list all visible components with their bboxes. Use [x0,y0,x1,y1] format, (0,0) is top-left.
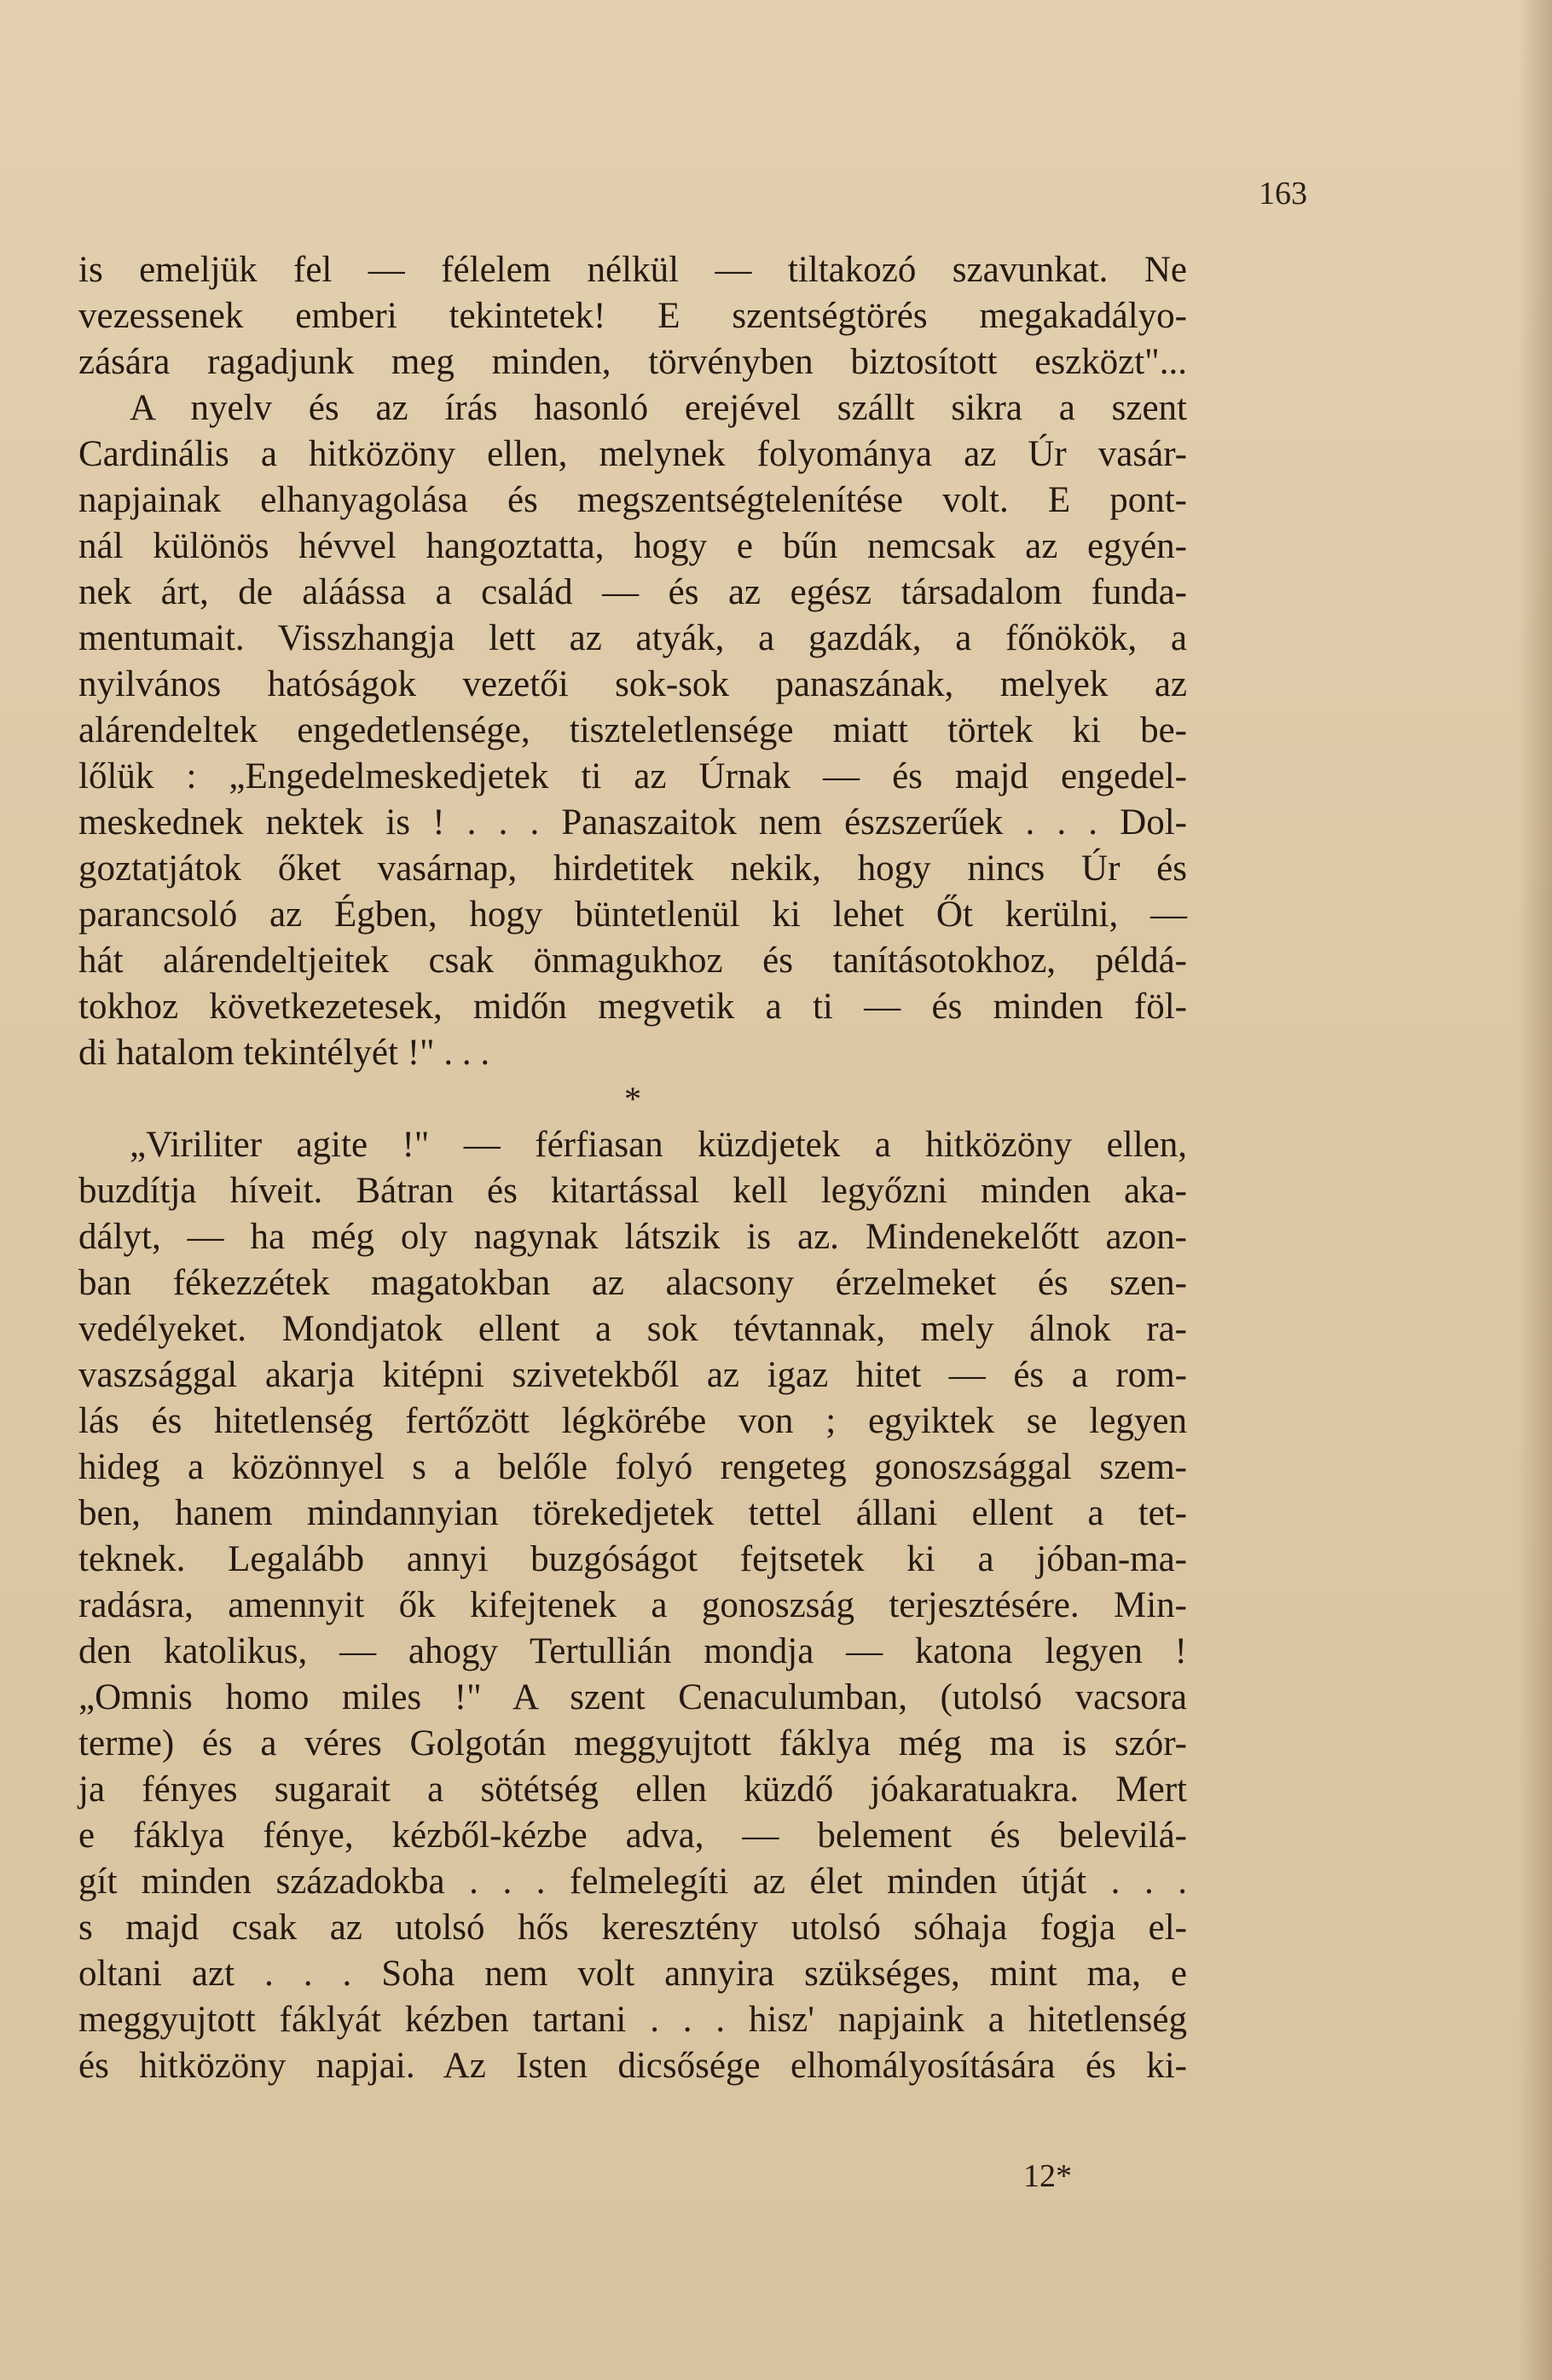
text-line: gít minden századokba . . . felmelegíti az élet minden útját . . . [78,1862,1187,1902]
text-line: radásra, amennyit ők kifejtenek a gonoszság terjesztésére. Min- [78,1585,1187,1625]
text-line: meskednek nektek is ! . . . Panaszaitok nem észszerűek . . . Dol- [78,802,1187,843]
text-line: hát alárendeltjeitek csak önmagukhoz és tanításotokhoz, példá- [78,941,1187,981]
text-line: ban fékezzétek magatokban az alacsony érzelmeket és szen- [78,1263,1187,1303]
text-line: s majd csak az utolsó hős keresztény utolsó sóhaja fogja el- [78,1908,1187,1948]
page-edge-shadow [1518,0,1552,2380]
text-line: nyilvános hatóságok vezetői sok-sok panaszának, melyek az [78,664,1187,704]
text-line: parancsoló az Égben, hogy büntetlenül ki lehet Őt kerülni, — [78,895,1187,935]
text-line: lás és hitetlenség fertőzött légkörébe von ; egyiktek se legyen [78,1401,1187,1441]
text-line: oltani azt . . . Soha nem volt annyira szükséges, mint ma, e [78,1954,1187,1994]
text-line: buzdítja híveit. Bátran és kitartással kell legyőzni minden aka- [78,1171,1187,1211]
text-line: ja fényes sugarait a sötétség ellen küzdő jóakaratuakra. Mert [78,1769,1187,1810]
text-line: „Omnis homo miles !" A szent Cenaculumban, (utolsó vacsora [78,1677,1187,1717]
text-line: hideg a közönnyel s a belőle folyó rengeteg gonoszsággal szem- [78,1447,1187,1487]
text-line: Cardinális a hitközöny ellen, melynek folyománya az Úr vasár- [78,434,1187,474]
text-line: e fáklya fénye, kézből-kézbe adva, — belement és belevilá- [78,1815,1187,1856]
text-line: di hatalom tekintélyét !" . . . [78,1033,490,1073]
text-line: dályt, — ha még oly nagynak látszik is az. Mindenekelőtt azon- [78,1217,1187,1257]
text-line: vaszsággal akarja kitépni szivetekből az igaz hitet — és a rom- [78,1355,1187,1395]
text-line: lőlük : „Engedelmeskedjetek ti az Úrnak — és majd engedel- [78,756,1187,796]
text-line: alárendeltek engedetlensége, tiszteletlensége miatt törtek ki be- [78,710,1187,750]
text-line: den katolikus, — ahogy Tertullián mondja — katona legyen ! [78,1631,1187,1671]
text-line: nek árt, de aláássa a család — és az egész társadalom funda- [78,572,1187,612]
text-line: ben, hanem mindannyian törekedjetek tettel állani ellent a tet- [78,1493,1187,1533]
section-separator: * [624,1080,641,1118]
text-line: A nyelv és az írás hasonló erejével szállt sikra a szent [130,388,1187,428]
text-line: goztatjátok őket vasárnap, hirdetitek nekik, hogy nincs Úr és [78,848,1187,889]
text-line: tokhoz következetesek, midőn megvetik a ti — és minden föl- [78,987,1187,1027]
body-text [78,247,1187,2089]
text-line: „Viriliter agite !" — férfiasan küzdjetek a hitközöny ellen, [130,1125,1187,1165]
text-line: meggyujtott fáklyát kézben tartani . . . hisz' napjaink a hitetlenség [78,2000,1187,2040]
text-line: zására ragadjunk meg minden, törvényben biztosított eszközt"... [78,342,1187,382]
text-line: teknek. Legalább annyi buzgóságot fejtsetek ki a jóban-ma- [78,1539,1187,1579]
printer-signature-mark: 12* [1023,2158,1072,2194]
text-line: nál különös hévvel hangoztatta, hogy e bűn nemcsak az egyén- [78,526,1187,566]
text-line: is emeljük fel — félelem nélkül — tiltakozó szavunkat. Ne [78,250,1187,290]
text-line: mentumait. Visszhangja lett az atyák, a gazdák, a főnökök, a [78,618,1187,658]
text-line: vedélyeket. Mondjatok ellent a sok tévtannak, mely álnok ra- [78,1309,1187,1349]
text-line: napjainak elhanyagolása és megszentségtelenítése volt. E pont- [78,480,1187,520]
text-line: és hitközöny napjai. Az Isten dicsősége elhomályosítására és ki- [78,2046,1187,2086]
page-number: 163 [1259,176,1307,211]
text-line: terme) és a véres Golgotán meggyujtott fáklya még ma is szór- [78,1723,1187,1763]
text-line: vezessenek emberi tekintetek! E szentségtörés megakadályo- [78,296,1187,336]
